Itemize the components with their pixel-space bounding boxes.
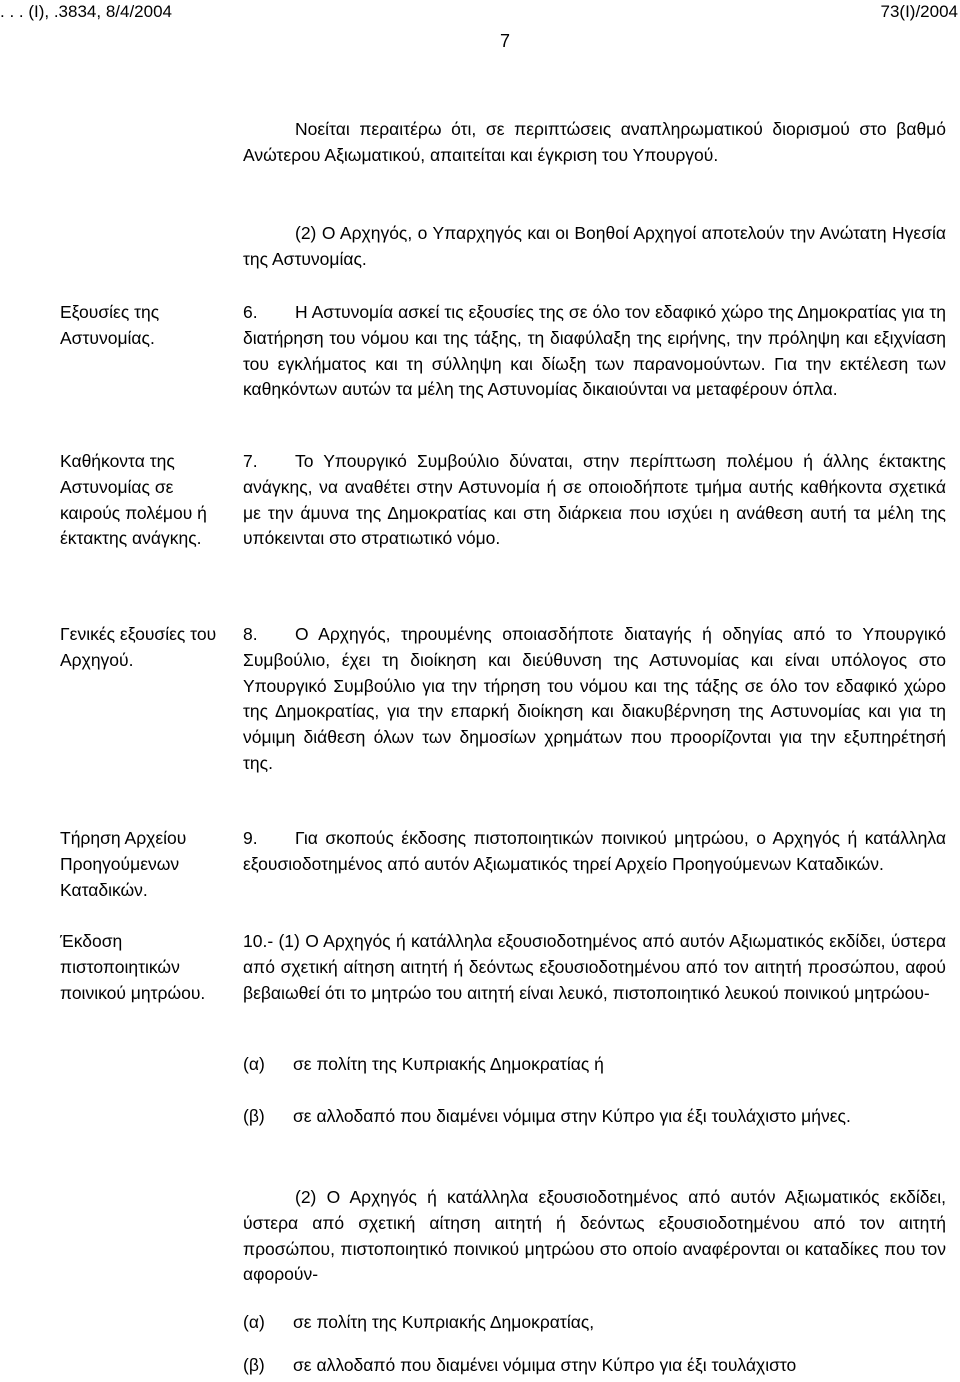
list-item-a-label: (α) xyxy=(243,1054,265,1074)
list-item-b-label: (β) xyxy=(243,1106,265,1126)
section-10-2: (2) Ο Αρχηγός ή κατάλληλα εξουσιοδοτημένος από αυτόν Αξιωματικός εκδίδει, ύστερα από σχετική αίτηση αιτητή ή δεόντως εξουσιοδοτημένου από τον αιτητή προσώπου, πιστοποιητικό ποινικού μητρώου στο οποίο αναφέρονται οι καταδίκες που τον αφορούν- xyxy=(243,1187,946,1285)
sidenote-war-duties: Καθήκοντα της Αστυνομίας σε καιρούς πολέμου ή έκτακτης ανάγκης. xyxy=(60,451,207,549)
section-7-text: Το Υπουργικό Συμβούλιο δύναται, στην περίπτωση πολέμου ή άλλης έκτακτης ανάγκης, να αναθέτει στην Αστυνομία ή σε οποιοδήποτε τμήμα αυτής καθήκοντα σχετικά με την άμυνα της Δημοκρατίας και στη διάρκεια που ισχύει η ανάθεση αυτή τα μέλη της υπόκεινται στο στρατιωτικό νόμο. xyxy=(243,451,946,549)
sidenote-police-powers: Εξουσίες της Αστυνομίας. xyxy=(60,302,160,348)
sidenote-records-archive: Τήρηση Αρχείου Προηγούμενων Καταδικών. xyxy=(60,828,187,900)
list-item-2b-label: (β) xyxy=(243,1355,265,1375)
header-right: 73(Ι)/2004 xyxy=(880,2,958,21)
paragraph-2: (2) Ο Αρχηγός, ο Υπαρχηγός και οι Βοηθοί Αρχηγοί αποτελούν την Ανώτατη Ηγεσία της Αστυνομίας. xyxy=(243,223,946,269)
section-10: 10.- (1) Ο Αρχηγός ή κατάλληλα εξουσιοδοτημένος από αυτόν Αξιωματικός εκδίδει, ύστερα από σχετική αίτηση αιτητή ή δεόντως εξουσιοδοτημένου από τον αιτητή προσώπου, αφού βεβαιωθεί ότι το μητρώο του αιτητή είναι λευκό, πιστοποιητικό λευκού ποινικού μητρώου- xyxy=(243,931,946,1003)
section-8 xyxy=(243,622,946,777)
section-8-text: Ο Αρχηγός, τηρουμένης οποιασδήποτε διαταγής ή οδηγίας από το Υπουργικό Συμβούλιο, έχει τη διοίκηση και διεύθυνση της Αστυνομίας και είναι υπόλογος στο Υπουργικό Συμβούλιο για την τήρηση του νόμου και της τάξης σε όλο τον εδαφικό χώρο της Δημοκρατίας, για την επαρκή διοίκηση και διακυβέρνηση της Αστυνομίας και για τη νόμιμη διάθεση όλων των δημοσίων χρημάτων που προορίζονται για την εξυπηρέτησή της. xyxy=(243,624,946,773)
section-6-number: 6. xyxy=(243,302,258,322)
sidenote-chief-powers: Γενικές εξουσίες του Αρχηγού. xyxy=(60,624,217,670)
list-item-b-text: σε αλλοδαπό που διαμένει νόμιμα στην Κύπρο για έξι τουλάχιστο μήνες. xyxy=(293,1106,851,1126)
section-7-number: 7. xyxy=(243,451,258,471)
list-item-a-text: σε πολίτη της Κυπριακής Δημοκρατίας ή xyxy=(293,1054,604,1074)
section-9 xyxy=(243,826,946,878)
paragraph-intro: Νοείται περαιτέρω ότι, σε περιπτώσεις αναπληρωματικού διορισμού στο βαθμό Ανώτερου Αξιωματικού, απαιτείται και έγκριση του Υπουργού. xyxy=(243,119,946,165)
list-item-2a-label: (α) xyxy=(243,1312,265,1332)
list-item-2a-text: σε πολίτη της Κυπριακής Δημοκρατίας, xyxy=(293,1312,595,1332)
header-left: . . . (Ι), .3834, 8/4/2004 xyxy=(0,2,172,21)
section-6 xyxy=(243,300,946,403)
section-9-text: Για σκοπούς έκδοσης πιστοποιητικών ποινικού μητρώου, ο Αρχηγός ή κατάλληλα εξουσιοδοτημένος από αυτόν Αξιωματικός τηρεί Αρχείο Προηγούμενων Καταδικών. xyxy=(243,828,946,874)
sidenote-certificate-issue: Έκδοση πιστοποιητικών ποινικού μητρώου. xyxy=(60,931,206,1003)
list-item-2b-text: σε αλλοδαπό που διαμένει νόμιμα στην Κύπρο για έξι τουλάχιστο xyxy=(293,1355,797,1375)
section-7 xyxy=(243,449,946,552)
section-6-text: Η Αστυνομία ασκεί τις εξουσίες της σε όλο τον εδαφικό χώρο της Δημοκρατίας για τη διατήρηση του νόμου και της τάξης, τη διαφύλαξη της ειρήνης, την πρόληψη και εξιχνίαση του εγκλήματος και τη σύλληψη και δίωξη των παρανομούντων. Για την εκτέλεση των καθηκόντων αυτών τα μέλη της Αστυνομίας δικαιούνται να μεταφέρουν όπλα. xyxy=(243,302,946,400)
section-9-number: 9. xyxy=(243,828,258,848)
page-number: 7 xyxy=(499,31,510,51)
section-8-number: 8. xyxy=(243,624,258,644)
